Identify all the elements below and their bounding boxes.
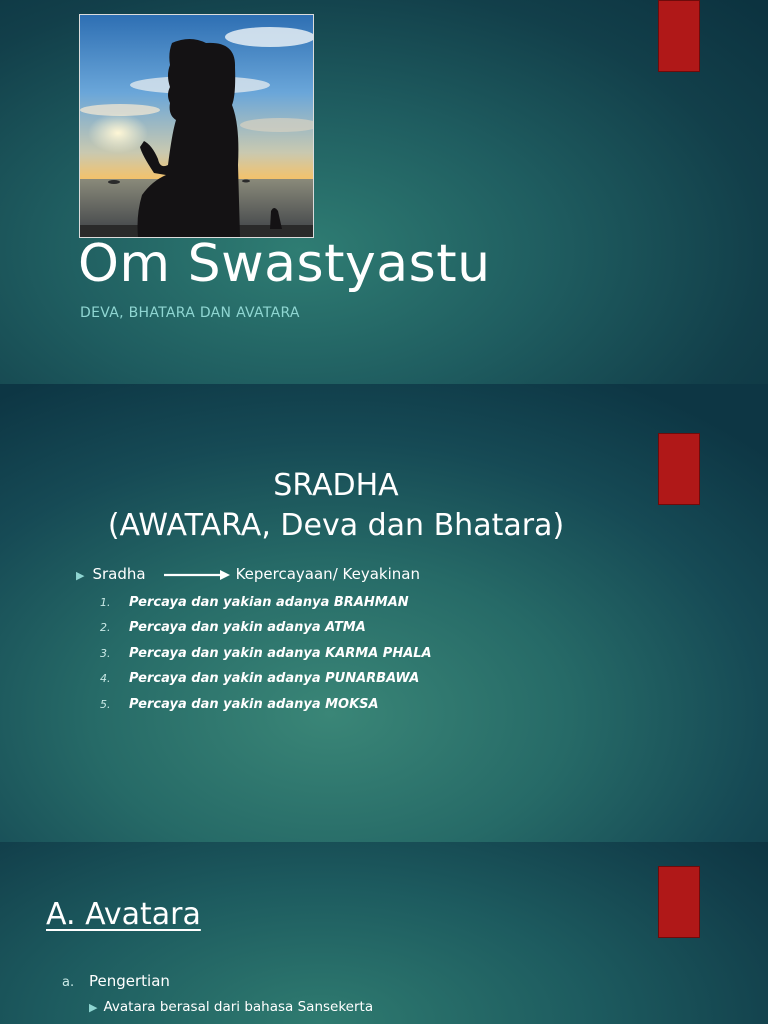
list-number: 2. <box>100 621 111 635</box>
slide-title-heading: Om Swastyastu <box>78 234 491 294</box>
sradha-heading-line1: SRADHA <box>273 468 399 503</box>
triangle-right-icon: ▶ <box>76 569 85 582</box>
list-number: 4. <box>100 672 111 686</box>
avatara-sub-bullet <box>89 999 373 1015</box>
avatara-heading: A. Avatara <box>46 897 201 932</box>
alpha-marker: a. <box>62 975 75 990</box>
definition-term: Sradha <box>92 565 146 583</box>
slide-subtitle: DEVA, BHATARA DAN AVATARA <box>80 305 300 321</box>
sradha-numbered-list <box>100 593 432 720</box>
list-item <box>100 618 432 643</box>
list-text: Percaya dan yakin adanya ATMA <box>129 620 366 636</box>
long-right-arrow-icon <box>164 566 230 584</box>
sradha-definition-bullet <box>76 565 420 584</box>
list-text: Percaya dan yakin adanya MOKSA <box>129 696 379 712</box>
sradha-heading <box>0 466 672 546</box>
list-text: Percaya dan yakin adanya PUNARBAWA <box>129 671 420 687</box>
point-label: Pengertian <box>89 972 170 990</box>
sub-bullet-text: Avatara berasal dari bahasa Sansekerta <box>103 999 374 1015</box>
list-number: 5. <box>100 697 111 711</box>
definition-text: Kepercayaan/ Keyakinan <box>235 565 420 583</box>
list-item <box>100 669 432 694</box>
list-item <box>100 644 432 669</box>
list-number: 1. <box>100 596 111 609</box>
list-text: Percaya dan yakian adanya BRAHMAN <box>129 595 409 610</box>
praying-silhouette-photo <box>79 14 314 238</box>
slide-sradha <box>0 384 768 842</box>
list-item <box>100 593 432 618</box>
sradha-heading-line2: (AWATARA, Deva dan Bhatara) <box>107 508 565 543</box>
list-text: Percaya dan yakin adanya KARMA PHALA <box>129 645 432 661</box>
pengertian-point <box>62 972 170 990</box>
list-item <box>100 695 432 720</box>
red-accent-tab <box>658 0 700 72</box>
triangle-right-icon: ▶ <box>89 1001 98 1014</box>
red-accent-tab <box>658 866 700 938</box>
slide-avatara <box>0 842 768 1024</box>
list-number: 3. <box>100 646 111 660</box>
slide-title <box>0 0 768 384</box>
